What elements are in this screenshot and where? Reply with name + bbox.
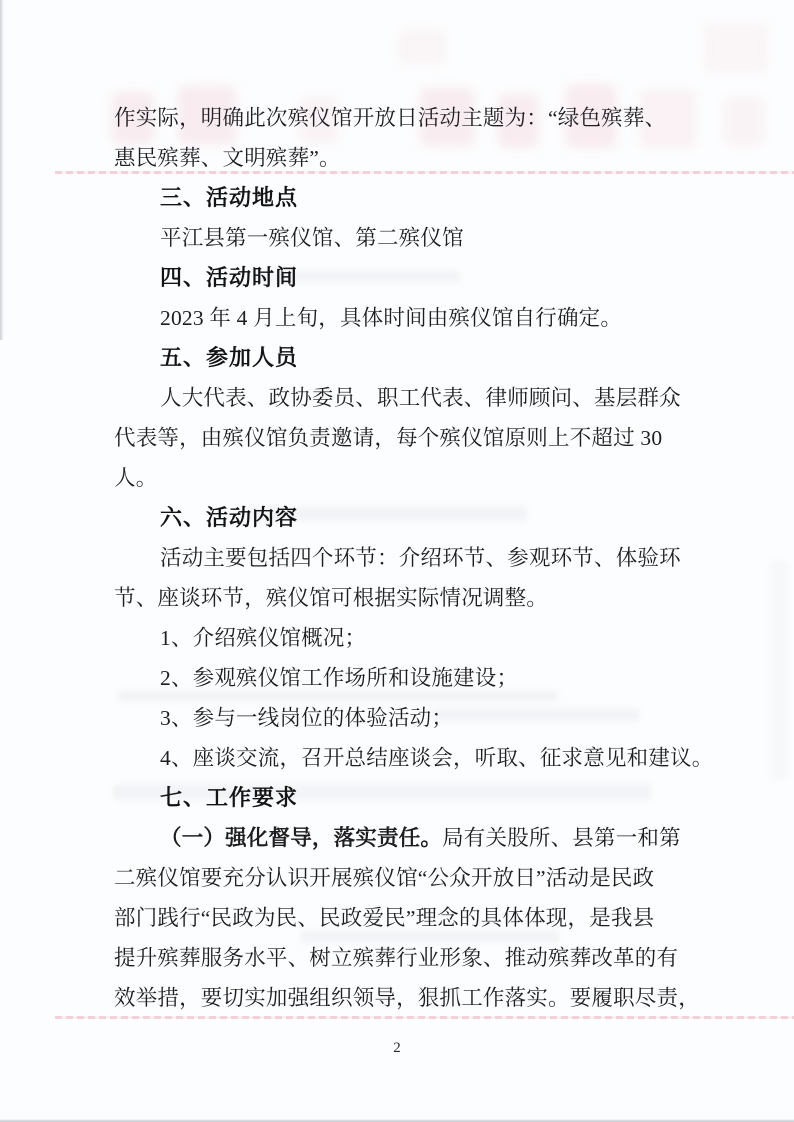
doc-line	[160, 823, 681, 853]
bleed-through-rule-bottom	[55, 1016, 794, 1019]
bleed-through-mark	[724, 96, 764, 146]
section-heading-requirements: 七、工作要求	[160, 785, 299, 810]
doc-line: 人。	[114, 466, 158, 490]
doc-line: 活动主要包括四个环节：介绍环节、参观环节、体验环	[160, 546, 681, 570]
list-item-2: 2、参观殡仪馆工作场所和设施建设；	[160, 666, 519, 690]
doc-line: 二殡仪馆要充分认识开展殡仪馆“公众开放日”活动是民政	[114, 866, 655, 890]
scan-edge-left	[0, 0, 4, 340]
bleed-through-mark	[704, 24, 768, 72]
doc-line: 提升殡葬服务水平、树立殡葬行业形象、推动殡葬改革的有	[114, 946, 679, 970]
doc-line: 作实际，明确此次殡仪馆开放日活动主题为：“绿色殡葬、	[114, 106, 667, 130]
section-heading-content: 六、活动内容	[160, 505, 299, 530]
bold-lead-text: （一）强化督导，落实责任。	[160, 826, 443, 850]
doc-line: 2023 年 4 月上旬，具体时间由殡仪馆自行确定。	[160, 306, 623, 330]
doc-line: 惠民殡葬、文明殡葬”。	[114, 146, 341, 170]
bleed-through-text	[430, 708, 640, 722]
doc-line: 效举措，要切实加强组织领导，狠抓工作落实。要履职尽责，	[114, 986, 700, 1010]
section-heading-location: 三、活动地点	[160, 185, 299, 210]
section-heading-participants: 五、参加人员	[160, 345, 299, 370]
list-item-3: 3、参与一线岗位的体验活动；	[160, 706, 454, 730]
section-heading-time: 四、活动时间	[160, 265, 299, 290]
doc-line-rest: 局有关股所、县第一和第	[442, 826, 681, 850]
list-item-4: 4、座谈交流，召开总结座谈会，听取、征求意见和建议。	[160, 746, 714, 770]
doc-line: 人大代表、政协委员、职工代表、律师顾问、基层群众	[160, 386, 681, 410]
bleed-through-text	[770, 560, 788, 780]
doc-line: 节、座谈环节，殡仪馆可根据实际情况调整。	[114, 586, 549, 610]
doc-line: 部门践行“民政为民、民政爱民”理念的具体体现，是我县	[114, 906, 655, 930]
bleed-through-mark	[398, 30, 446, 64]
doc-line: 代表等，由殡仪馆负责邀请，每个殡仪馆原则上不超过 30	[114, 426, 663, 450]
list-item-1: 1、介绍殡仪馆概况；	[160, 626, 367, 650]
doc-line: 平江县第一殡仪馆、第二殡仪馆	[160, 226, 464, 250]
page-number: 2	[393, 1040, 401, 1056]
